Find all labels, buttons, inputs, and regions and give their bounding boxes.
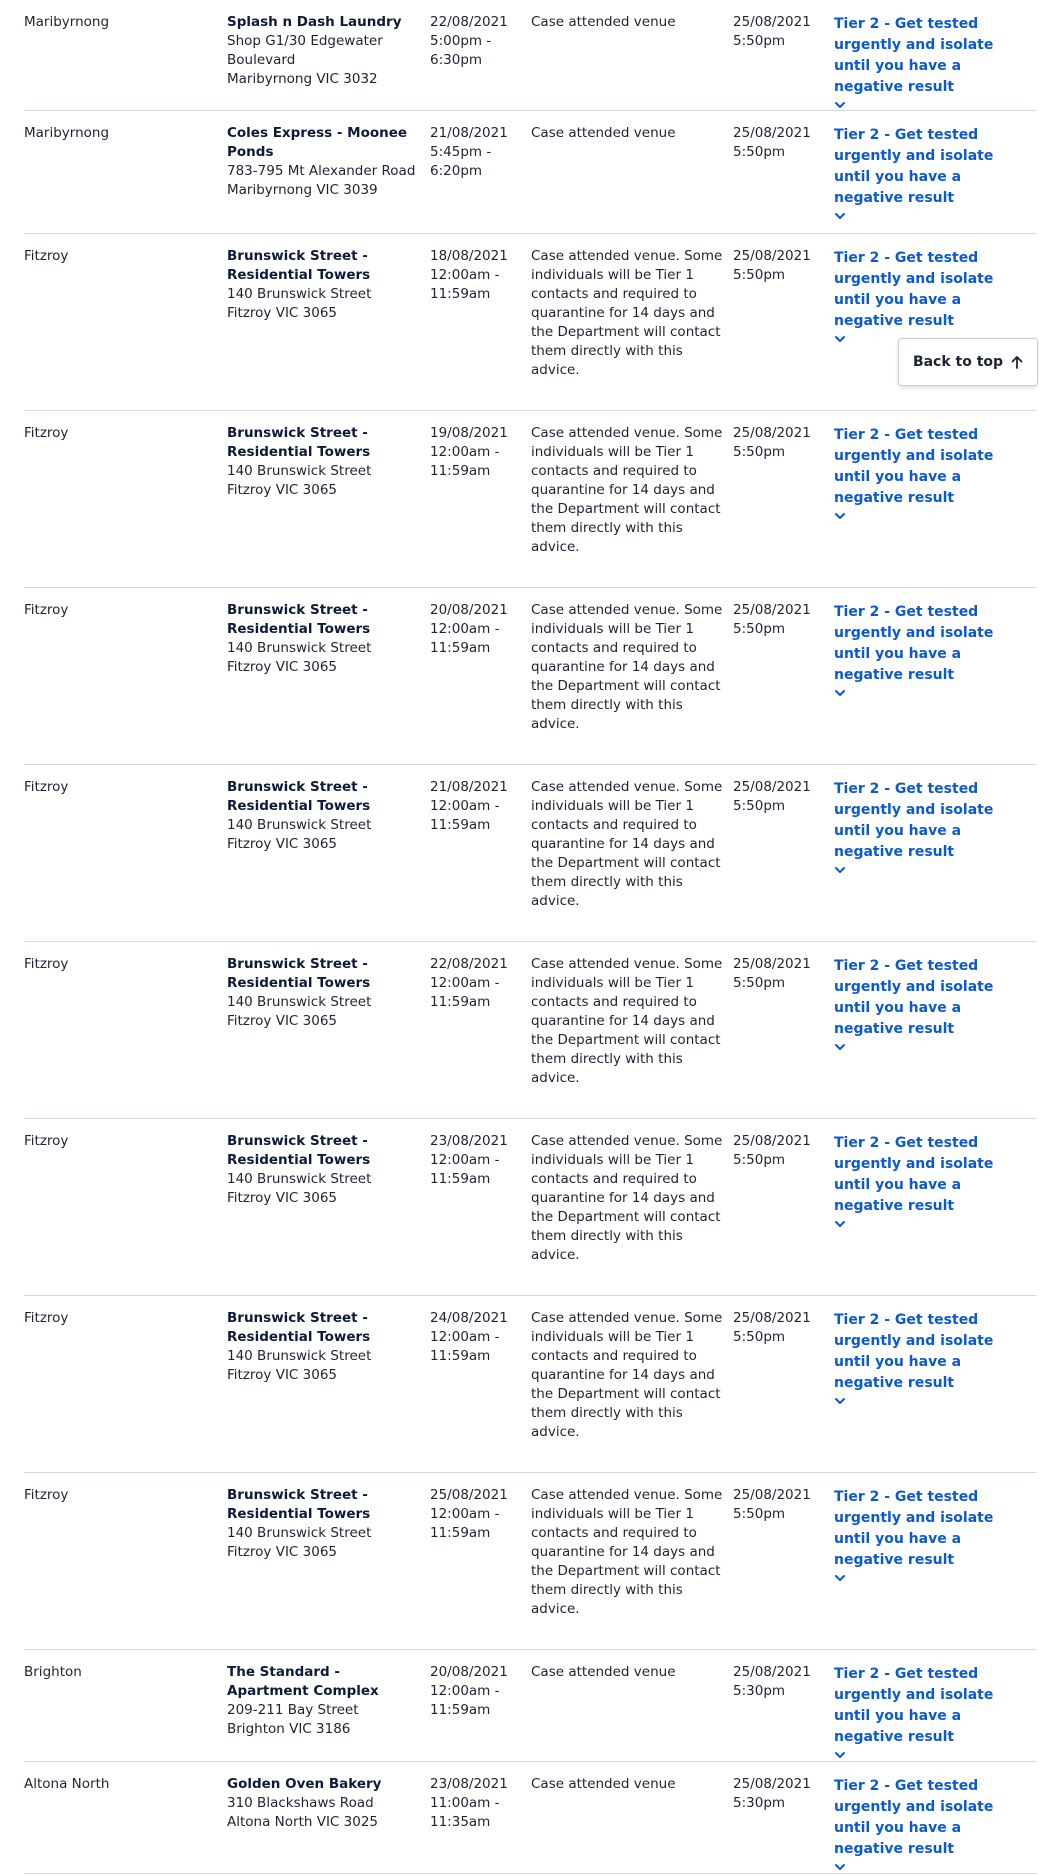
- suburb-cell: Maribyrnong: [24, 125, 110, 141]
- suburb-cell: Fitzroy: [24, 779, 69, 795]
- exposure-period-cell: 20/08/2021 12:00am - 11:59am: [430, 1664, 508, 1718]
- site-name: Brunswick Street - Residential Towers: [227, 1310, 371, 1345]
- table-row: [24, 1119, 1037, 1296]
- table-row: [24, 234, 1037, 411]
- site-name: Brunswick Street - Residential Towers: [227, 602, 371, 637]
- health-advice-cell: [834, 1486, 1037, 1649]
- notes-cell: Case attended venue: [531, 1664, 676, 1680]
- exposure-period-cell: 24/08/2021 12:00am - 11:59am: [430, 1310, 508, 1364]
- exposure-period-cell: 22/08/2021 12:00am - 11:59am: [430, 956, 508, 1010]
- health-advice-cell: [834, 1132, 1037, 1295]
- added-time-cell: 25/08/2021 5:50pm: [733, 602, 811, 637]
- site-cell: [227, 1309, 430, 1472]
- site-name: Splash n Dash Laundry: [227, 14, 402, 30]
- notes-cell: Case attended venue. Some individuals will be Tier 1 contacts and required to quarantine for 14 days and the Department will contact them directly with this advice.: [531, 602, 723, 732]
- exposure-sites-table: [24, 0, 1037, 1874]
- site-name: Brunswick Street - Residential Towers: [227, 1487, 371, 1522]
- site-cell: [227, 955, 430, 1118]
- notes-cell: Case attended venue. Some individuals will be Tier 1 contacts and required to quarantine for 14 days and the Department will contact them directly with this advice.: [531, 956, 723, 1086]
- added-time-cell: 25/08/2021 5:50pm: [733, 125, 811, 160]
- suburb-cell: Fitzroy: [24, 1487, 69, 1503]
- site-name: Golden Oven Bakery: [227, 1776, 382, 1792]
- site-address: 140 Brunswick Street Fitzroy VIC 3065: [227, 817, 372, 852]
- health-advice-cell: [834, 1775, 1037, 1873]
- table-row: [24, 411, 1037, 588]
- table-row: [24, 1650, 1037, 1762]
- health-advice-link[interactable]: Tier 2 - Get tested urgently and isolate until you have a negative result: [834, 127, 994, 206]
- notes-cell: Case attended venue: [531, 125, 676, 141]
- health-advice-link[interactable]: Tier 2 - Get tested urgently and isolate until you have a negative result: [834, 958, 994, 1037]
- table-row: [24, 1762, 1037, 1874]
- site-cell: [227, 1486, 430, 1649]
- suburb-cell: Brighton: [24, 1664, 82, 1680]
- notes-cell: Case attended venue. Some individuals will be Tier 1 contacts and required to quarantine for 14 days and the Department will contact them directly with this advice.: [531, 1487, 723, 1617]
- site-address: 209-211 Bay Street Brighton VIC 3186: [227, 1702, 359, 1737]
- site-name: Brunswick Street - Residential Towers: [227, 779, 371, 814]
- exposure-period-cell: 25/08/2021 12:00am - 11:59am: [430, 1487, 508, 1541]
- notes-cell: Case attended venue. Some individuals will be Tier 1 contacts and required to quarantine for 14 days and the Department will contact them directly with this advice.: [531, 1310, 723, 1440]
- arrow-up-icon: [1011, 355, 1023, 369]
- exposure-period-cell: 20/08/2021 12:00am - 11:59am: [430, 602, 508, 656]
- site-name: Brunswick Street - Residential Towers: [227, 425, 371, 460]
- chevron-down-icon[interactable]: [834, 865, 846, 875]
- health-advice-link[interactable]: Tier 2 - Get tested urgently and isolate until you have a negative result: [834, 16, 994, 95]
- chevron-down-icon[interactable]: [834, 1862, 846, 1872]
- added-time-cell: 25/08/2021 5:50pm: [733, 14, 811, 49]
- table-row: [24, 1296, 1037, 1473]
- health-advice-link[interactable]: Tier 2 - Get tested urgently and isolate until you have a negative result: [834, 427, 994, 506]
- exposure-period-cell: 18/08/2021 12:00am - 11:59am: [430, 248, 508, 302]
- exposure-period-cell: 21/08/2021 12:00am - 11:59am: [430, 779, 508, 833]
- site-address: 140 Brunswick Street Fitzroy VIC 3065: [227, 463, 372, 498]
- site-address: 140 Brunswick Street Fitzroy VIC 3065: [227, 640, 372, 675]
- chevron-down-icon[interactable]: [834, 1396, 846, 1406]
- suburb-cell: Fitzroy: [24, 602, 69, 618]
- health-advice-cell: [834, 1663, 1037, 1761]
- site-address: 310 Blackshaws Road Altona North VIC 3025: [227, 1795, 378, 1830]
- chevron-down-icon[interactable]: [834, 211, 846, 221]
- notes-cell: Case attended venue. Some individuals will be Tier 1 contacts and required to quarantine for 14 days and the Department will contact them directly with this advice.: [531, 425, 723, 555]
- site-cell: [227, 13, 430, 110]
- site-cell: [227, 1663, 430, 1761]
- health-advice-cell: [834, 424, 1037, 587]
- added-time-cell: 25/08/2021 5:50pm: [733, 1133, 811, 1168]
- site-address: 140 Brunswick Street Fitzroy VIC 3065: [227, 1525, 372, 1560]
- site-name: Brunswick Street - Residential Towers: [227, 956, 371, 991]
- chevron-down-icon[interactable]: [834, 100, 846, 110]
- health-advice-link[interactable]: Tier 2 - Get tested urgently and isolate until you have a negative result: [834, 1312, 994, 1391]
- chevron-down-icon[interactable]: [834, 688, 846, 698]
- suburb-cell: Altona North: [24, 1776, 110, 1792]
- added-time-cell: 25/08/2021 5:50pm: [733, 956, 811, 991]
- health-advice-cell: [834, 601, 1037, 764]
- health-advice-link[interactable]: Tier 2 - Get tested urgently and isolate until you have a negative result: [834, 1135, 994, 1214]
- table-row: [24, 111, 1037, 234]
- health-advice-cell: [834, 13, 1037, 110]
- chevron-down-icon[interactable]: [834, 511, 846, 521]
- site-address: 140 Brunswick Street Fitzroy VIC 3065: [227, 1171, 372, 1206]
- added-time-cell: 25/08/2021 5:50pm: [733, 248, 811, 283]
- exposure-period-cell: 19/08/2021 12:00am - 11:59am: [430, 425, 508, 479]
- added-time-cell: 25/08/2021 5:30pm: [733, 1664, 811, 1699]
- notes-cell: Case attended venue: [531, 1776, 676, 1792]
- exposure-period-cell: 23/08/2021 11:00am - 11:35am: [430, 1776, 508, 1830]
- table-row: [24, 0, 1037, 111]
- health-advice-link[interactable]: Tier 2 - Get tested urgently and isolate until you have a negative result: [834, 1489, 994, 1568]
- notes-cell: Case attended venue: [531, 14, 676, 30]
- chevron-down-icon[interactable]: [834, 1042, 846, 1052]
- site-cell: [227, 1775, 430, 1873]
- back-to-top-button[interactable]: [898, 338, 1038, 386]
- chevron-down-icon[interactable]: [834, 1750, 846, 1760]
- chevron-down-icon[interactable]: [834, 1573, 846, 1583]
- added-time-cell: 25/08/2021 5:30pm: [733, 1776, 811, 1811]
- health-advice-cell: [834, 955, 1037, 1118]
- suburb-cell: Fitzroy: [24, 425, 69, 441]
- site-address: 140 Brunswick Street Fitzroy VIC 3065: [227, 1348, 372, 1383]
- exposure-period-cell: 21/08/2021 5:45pm - 6:20pm: [430, 125, 508, 179]
- suburb-cell: Maribyrnong: [24, 14, 110, 30]
- notes-cell: Case attended venue. Some individuals will be Tier 1 contacts and required to quarantine for 14 days and the Department will contact them directly with this advice.: [531, 1133, 723, 1263]
- table-row: [24, 942, 1037, 1119]
- site-address: Shop G1/30 Edgewater Boulevard Maribyrnong VIC 3032: [227, 33, 383, 87]
- table-row: [24, 765, 1037, 942]
- site-cell: [227, 124, 430, 233]
- back-to-top-label: Back to top: [912, 354, 1004, 370]
- health-advice-link[interactable]: Tier 2 - Get tested urgently and isolate until you have a negative result: [834, 1778, 994, 1857]
- site-cell: [227, 778, 430, 941]
- site-name: Coles Express - Moonee Ponds: [227, 125, 408, 160]
- added-time-cell: 25/08/2021 5:50pm: [733, 1487, 811, 1522]
- table-body: [24, 0, 1037, 1874]
- notes-cell: Case attended venue. Some individuals will be Tier 1 contacts and required to quarantine for 14 days and the Department will contact them directly with this advice.: [531, 779, 723, 909]
- table-row: [24, 1473, 1037, 1650]
- suburb-cell: Fitzroy: [24, 956, 69, 972]
- notes-cell: Case attended venue. Some individuals will be Tier 1 contacts and required to quarantine for 14 days and the Department will contact them directly with this advice.: [531, 248, 723, 378]
- site-cell: [227, 424, 430, 587]
- added-time-cell: 25/08/2021 5:50pm: [733, 779, 811, 814]
- chevron-down-icon[interactable]: [834, 1219, 846, 1229]
- suburb-cell: Fitzroy: [24, 1310, 69, 1326]
- exposure-period-cell: 23/08/2021 12:00am - 11:59am: [430, 1133, 508, 1187]
- site-cell: [227, 601, 430, 764]
- health-advice-cell: [834, 778, 1037, 941]
- added-time-cell: 25/08/2021 5:50pm: [733, 425, 811, 460]
- added-time-cell: 25/08/2021 5:50pm: [733, 1310, 811, 1345]
- health-advice-link[interactable]: Tier 2 - Get tested urgently and isolate until you have a negative result: [834, 1666, 994, 1745]
- health-advice-link[interactable]: Tier 2 - Get tested urgently and isolate until you have a negative result: [834, 250, 994, 329]
- health-advice-cell: [834, 124, 1037, 233]
- site-name: Brunswick Street - Residential Towers: [227, 248, 371, 283]
- site-cell: [227, 247, 430, 410]
- site-address: 140 Brunswick Street Fitzroy VIC 3065: [227, 994, 372, 1029]
- site-address: 140 Brunswick Street Fitzroy VIC 3065: [227, 286, 372, 321]
- site-name: Brunswick Street - Residential Towers: [227, 1133, 371, 1168]
- site-cell: [227, 1132, 430, 1295]
- site-address: 783-795 Mt Alexander Road Maribyrnong VIC 3039: [227, 163, 416, 198]
- site-name: The Standard - Apartment Complex: [227, 1664, 379, 1699]
- health-advice-cell: [834, 1309, 1037, 1472]
- exposure-period-cell: 22/08/2021 5:00pm - 6:30pm: [430, 14, 508, 68]
- table-row: [24, 588, 1037, 765]
- health-advice-link[interactable]: Tier 2 - Get tested urgently and isolate until you have a negative result: [834, 781, 994, 860]
- health-advice-link[interactable]: Tier 2 - Get tested urgently and isolate until you have a negative result: [834, 604, 994, 683]
- suburb-cell: Fitzroy: [24, 1133, 69, 1149]
- chevron-down-icon[interactable]: [834, 334, 846, 344]
- suburb-cell: Fitzroy: [24, 248, 69, 264]
